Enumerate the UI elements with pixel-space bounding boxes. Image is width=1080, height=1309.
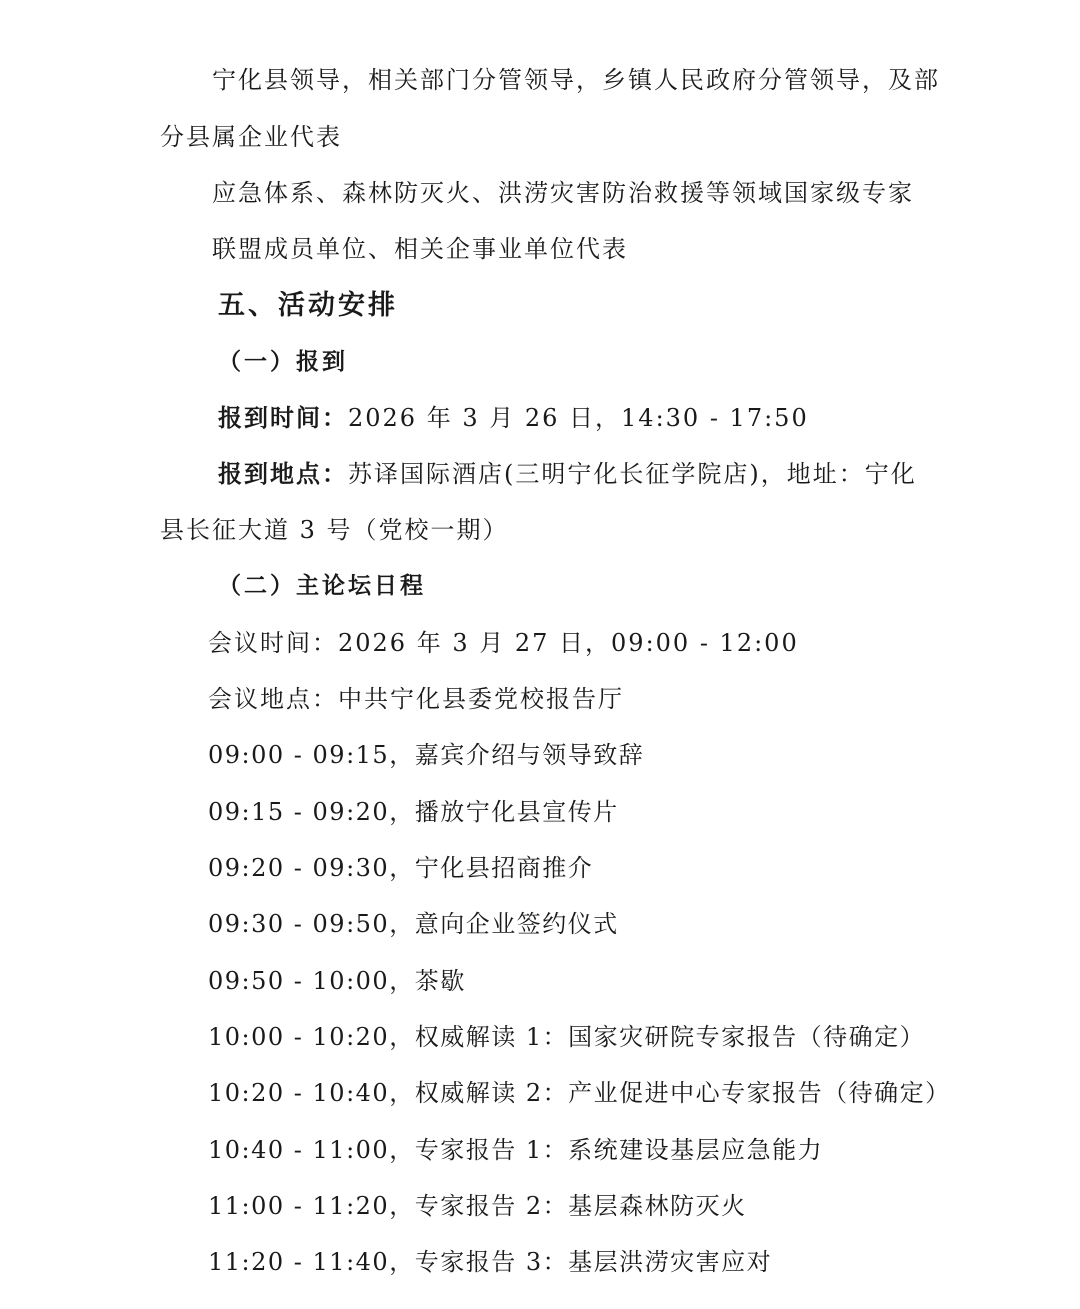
main-forum-time-label: 会议时间：: [208, 629, 338, 657]
section-title: 五、活动安排: [218, 290, 398, 321]
schedule-item: 09:00 - 09:15，嘉宾介绍与领导致辞: [208, 741, 645, 769]
main-forum-title: （二）主论坛日程: [218, 573, 426, 599]
participants-line-3: 联盟成员单位、相关企事业单位代表: [212, 235, 628, 263]
main-forum-time: [208, 627, 799, 659]
schedule-item: 11:20 - 11:40，专家报告 3：基层洪涝灾害应对: [208, 1248, 773, 1276]
schedule-item: 09:30 - 09:50，意向企业签约仪式: [208, 910, 619, 938]
registration-place-value: 苏译国际酒店(三明宁化长征学院店)，地址：宁化: [348, 460, 917, 488]
participants-line-1: 宁化县领导，相关部门分管领导，乡镇人民政府分管领导，及部: [212, 66, 940, 94]
registration-time-label: 报到时间：: [218, 404, 348, 432]
registration-time-value: 2026 年 3 月 26 日，14:30 - 17:50: [348, 404, 809, 432]
participants-line-1-continued: 分县属企业代表: [160, 123, 342, 151]
schedule-item: 09:15 - 09:20，播放宁化县宣传片: [208, 798, 619, 826]
main-forum-place-label: 会议地点：: [208, 685, 338, 713]
schedule-item: 11:00 - 11:20，专家报告 2：基层森林防灭火: [208, 1192, 747, 1220]
schedule-item: 10:20 - 10:40，权威解读 2：产业促进中心专家报告（待确定）: [208, 1079, 951, 1107]
main-forum-place-value: 中共宁化县委党校报告厅: [338, 685, 624, 713]
schedule-item: 09:50 - 10:00，茶歇: [208, 967, 466, 995]
schedule-item: 10:40 - 11:00，专家报告 1：系统建设基层应急能力: [208, 1136, 824, 1164]
participants-line-2: 应急体系、森林防灭火、洪涝灾害防治救援等领域国家级专家: [212, 179, 914, 207]
schedule-item: 09:20 - 09:30，宁化县招商推介: [208, 854, 594, 882]
main-forum-time-value: 2026 年 3 月 27 日，09:00 - 12:00: [338, 629, 799, 657]
registration-place: [218, 458, 917, 490]
schedule-item: 10:00 - 10:20，权威解读 1：国家灾研院专家报告（待确定）: [208, 1023, 926, 1051]
registration-title: （一）报到: [218, 349, 348, 375]
registration-place-label: 报到地点：: [218, 460, 348, 488]
registration-place-continued: 县长征大道 3 号（党校一期）: [160, 516, 509, 544]
main-forum-place: [208, 683, 624, 715]
registration-time: [218, 402, 809, 434]
